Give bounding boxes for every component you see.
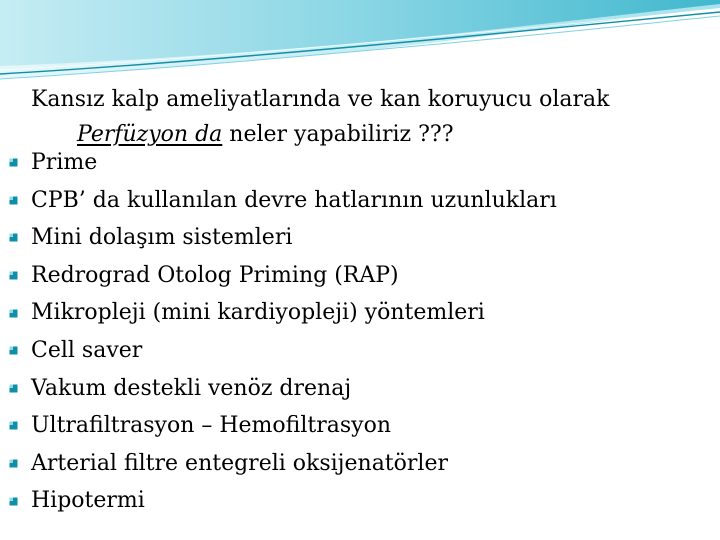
bullet-list: [0, 144, 557, 520]
header-wave-decoration: [0, 0, 720, 90]
list-item: [0, 482, 557, 520]
list-item: [0, 332, 557, 370]
bullet-text: CPB’ da kullanılan devre hatlarının uzunlukları: [31, 187, 557, 213]
slide-heading: [31, 82, 609, 152]
square-bullet-icon: [9, 144, 21, 182]
square-bullet-icon: [9, 445, 21, 483]
bullet-text: Hipotermi: [31, 488, 145, 514]
list-item: [0, 257, 557, 295]
bullet-text: Cell saver: [31, 337, 143, 363]
heading-line2-rest: neler yapabiliriz ???: [222, 122, 454, 147]
heading-line1: Kansız kalp ameliyatlarında ve kan koruyucu olarak: [31, 87, 610, 112]
list-item: [0, 407, 557, 445]
bullet-text: Prime: [31, 150, 98, 175]
square-bullet-icon: [9, 407, 21, 445]
list-item: [0, 182, 557, 220]
list-item: [0, 445, 557, 483]
list-item: [0, 294, 557, 332]
bullet-text: Ultrafiltrasyon – Hemofiltrasyon: [31, 413, 391, 439]
bullet-text: Mini dolaşım sistemleri: [31, 225, 293, 251]
square-bullet-icon: [9, 257, 21, 295]
bullet-text: Arterial filtre entegreli oksijenatörler: [31, 450, 448, 476]
square-bullet-icon: [9, 370, 21, 408]
square-bullet-icon: [9, 482, 21, 520]
square-bullet-icon: [9, 182, 21, 220]
bullet-text: Mikropleji (mini kardiyopleji) yöntemleri: [31, 300, 485, 326]
heading-emphasis: Perfüzyon da: [77, 122, 223, 147]
list-item: [0, 144, 557, 182]
square-bullet-icon: [9, 219, 21, 257]
list-item: [0, 370, 557, 408]
list-item: [0, 219, 557, 257]
square-bullet-icon: [9, 294, 21, 332]
bullet-text: Vakum destekli venöz drenaj: [31, 375, 352, 401]
square-bullet-icon: [9, 332, 21, 370]
bullet-text: Redrograd Otolog Priming (RAP): [31, 262, 399, 288]
